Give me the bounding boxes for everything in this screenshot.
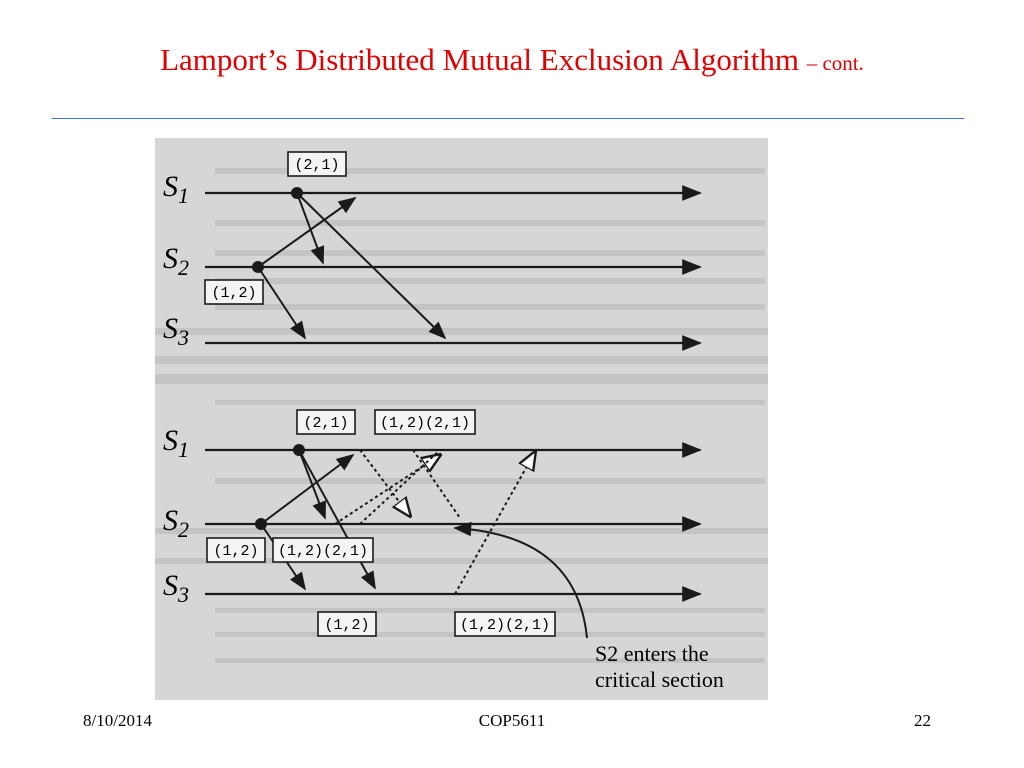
- bottom-queue-s1-first-group: [297, 410, 355, 434]
- bottom-queue-s3-second: (1,2)(2,1): [459, 617, 551, 634]
- bottom-queue-s3-first: (1,2): [324, 617, 370, 634]
- svg-text:S2: $S_2$: [163, 242, 189, 280]
- bottom-queue-s2-second-group: [273, 538, 373, 562]
- title-divider: [52, 118, 964, 119]
- top-msg-s1-to-s3: [297, 193, 445, 338]
- bottom-queue-s3-second-group: [455, 612, 555, 636]
- svg-text:S2: $S_2$: [163, 504, 189, 542]
- bottom-diagram: [163, 410, 724, 692]
- bottom-queue-s1-first: (2,1): [303, 415, 349, 432]
- slide-title-main: Lamport’s Distributed Mutual Exclusion Algorithm: [160, 42, 799, 77]
- svg-text:S3: $S_3$: [163, 312, 189, 350]
- bottom-site-label-s2: [163, 504, 189, 542]
- svg-text:S3: $S_3$: [163, 569, 189, 607]
- lamport-diagram-figure: [155, 138, 768, 700]
- bottom-queue-s2-first-group: [207, 538, 265, 562]
- bottom-request-s1-to-s3: [299, 450, 375, 588]
- top-site-label-s2: [163, 242, 189, 280]
- top-timestamp-s1: (2,1): [294, 157, 340, 174]
- top-msg-s2-to-s1: [258, 198, 355, 267]
- top-site-label-s1: [163, 170, 189, 208]
- bottom-site-label-s1: [163, 424, 189, 462]
- top-timestamp-s2: (1,2): [211, 285, 257, 302]
- footer-date: 8/10/2014: [83, 711, 152, 730]
- top-site-label-s3: [163, 312, 189, 350]
- footer-course: COP5611: [478, 711, 546, 730]
- bottom-queue-s1-second-group: [375, 410, 475, 434]
- bottom-queue-s3-first-group: [318, 612, 376, 636]
- bottom-queue-s2-second: (1,2)(2,1): [277, 543, 369, 560]
- footer-page-number: 22: [914, 711, 931, 730]
- slide-title-suffix: – cont.: [806, 51, 864, 75]
- bottom-reply-s2-to-s1-b: [360, 450, 440, 524]
- top-msg-s2-to-s3: [258, 267, 305, 338]
- bottom-queue-s2-first: (1,2): [213, 543, 259, 560]
- svg-text:S1: $S_1$: [163, 170, 189, 208]
- svg-text:S1: $S_1$: [163, 424, 189, 462]
- bottom-site-label-s3: [163, 569, 189, 607]
- critical-section-annotation-line1: S2 enters the: [595, 641, 709, 666]
- bottom-queue-s1-second: (1,2)(2,1): [379, 415, 471, 432]
- bottom-reply-messages: [335, 450, 535, 594]
- lamport-diagram: [155, 138, 768, 700]
- slide-title: [0, 42, 1024, 81]
- critical-section-annotation-line2: critical section: [595, 667, 724, 692]
